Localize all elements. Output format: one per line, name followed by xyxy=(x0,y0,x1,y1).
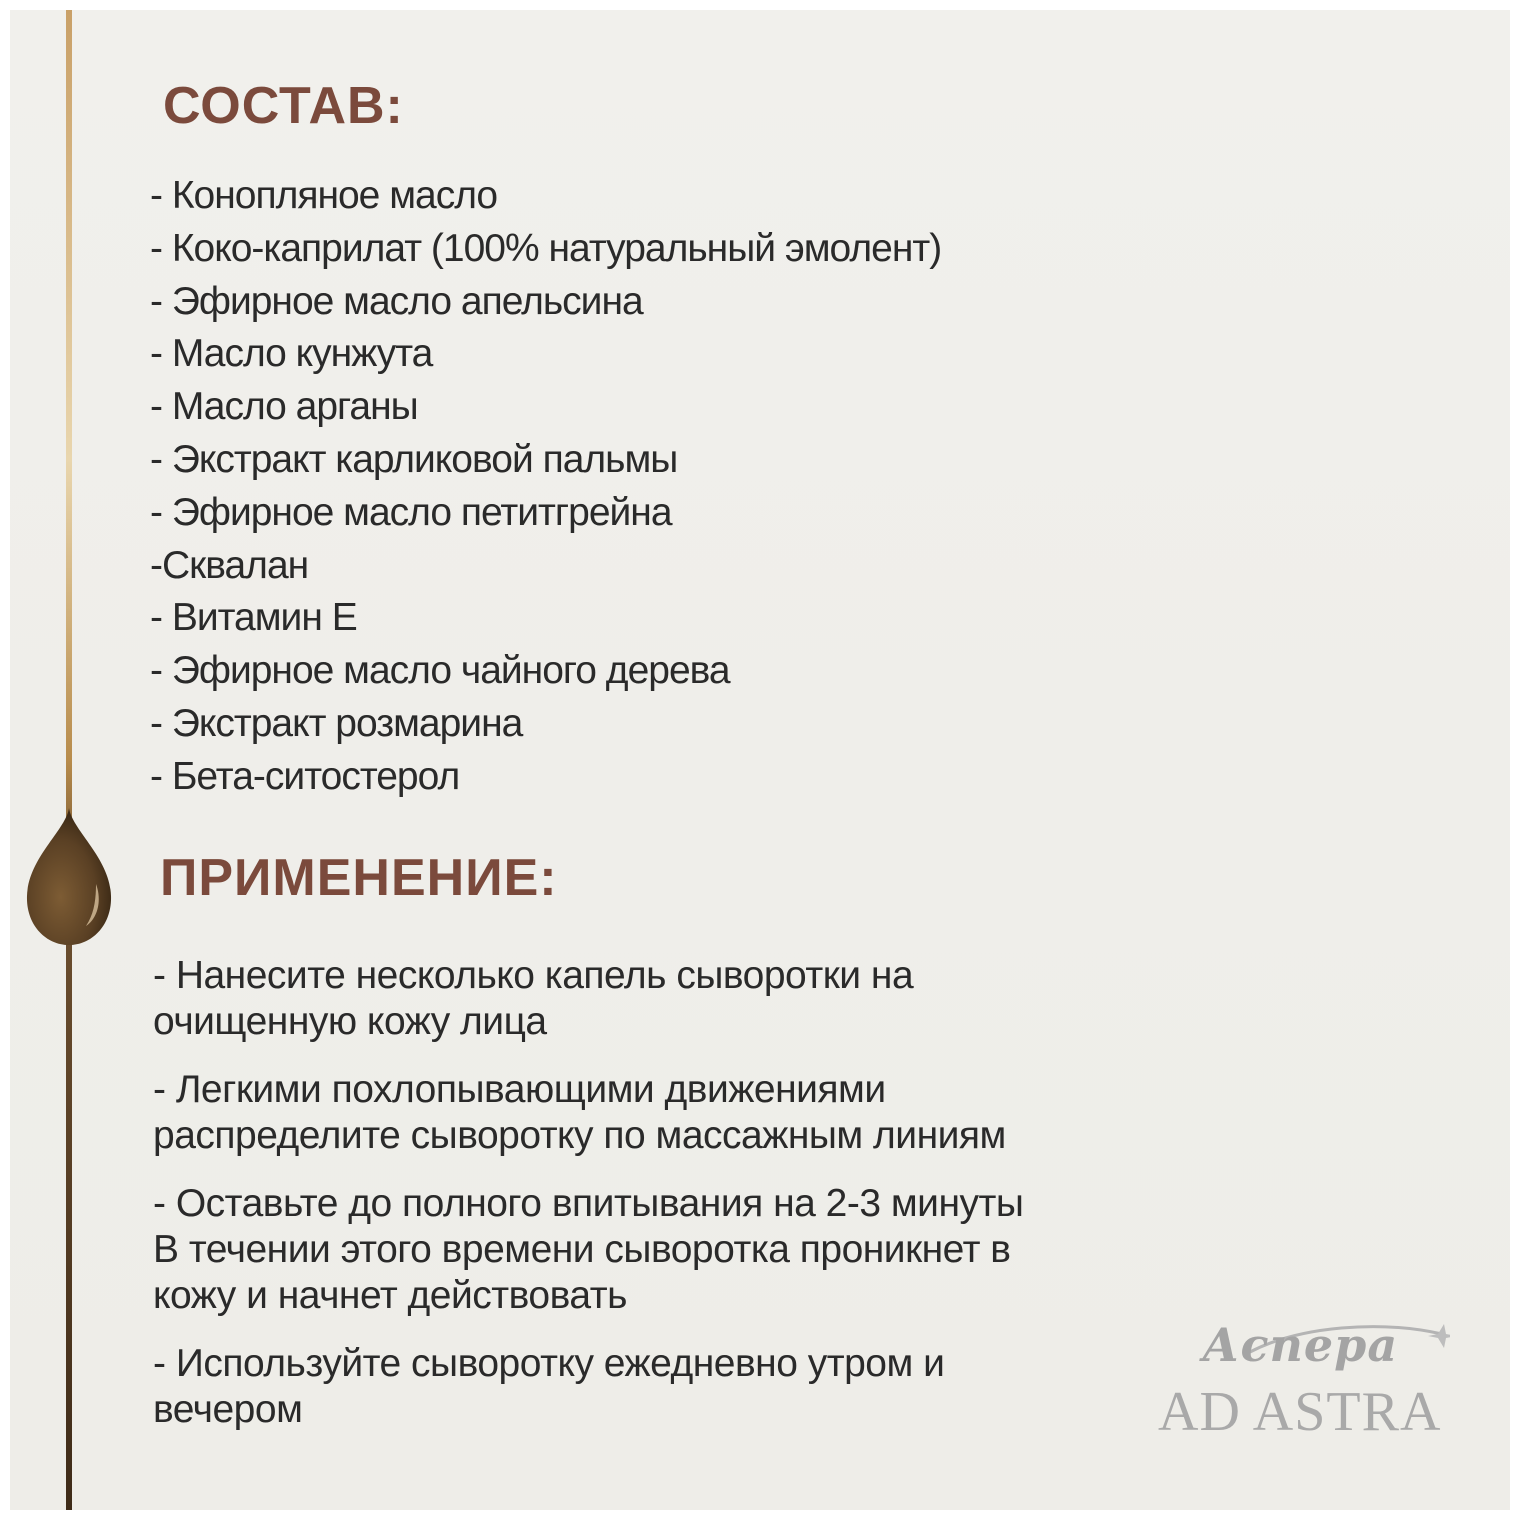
brand-script: Аспера xyxy=(1202,1318,1399,1372)
list-item: - Масло арганы xyxy=(150,385,418,429)
list-item: - Конопляное масло xyxy=(150,174,498,217)
usage-steps-list xyxy=(153,953,1193,1455)
ingredients-list xyxy=(150,170,941,804)
list-item: - Масло кунжута xyxy=(150,332,433,376)
list-item: - Эфирное масло чайного дерева xyxy=(150,649,730,693)
list-item: -Сквалан xyxy=(150,543,309,587)
list-item: - Экстракт розмарина xyxy=(150,701,523,745)
composition-heading: СОСТАВ: xyxy=(163,77,404,135)
brand-logo xyxy=(1150,1318,1460,1448)
list-item: - Эфирное масло петитгрейна xyxy=(150,490,672,534)
thread-line xyxy=(66,10,72,1510)
oil-drop-icon xyxy=(27,808,111,945)
usage-step: - Оставьте до полного впитывания на 2-3 минуты В течении этого времени сыворотка проникнет в кожу и начнет действовать xyxy=(153,1182,1024,1317)
usage-step: - Нанесите несколько капель сыворотки на очищенную кожу лица xyxy=(153,954,914,1043)
list-item: - Экстракт карликовой пальмы xyxy=(150,437,678,481)
list-item: - Витамин Е xyxy=(150,596,357,640)
usage-step: - Легкими похлопывающими движениями распределите сыворотку по массажным линиям xyxy=(153,1068,1006,1157)
brand-name: AD ASTRA xyxy=(1158,1381,1442,1443)
usage-step: - Используйте сыворотку ежедневно утром и вечером xyxy=(153,1342,945,1431)
usage-heading: ПРИМЕНЕНИЕ: xyxy=(160,849,558,907)
oil-drop-decoration xyxy=(0,0,120,1520)
list-item: - Коко-каприлат (100% натуральный эмолент) xyxy=(150,226,942,270)
list-item: - Бета-ситостерол xyxy=(150,754,460,798)
list-item: - Эфирное масло апельсина xyxy=(150,279,643,323)
